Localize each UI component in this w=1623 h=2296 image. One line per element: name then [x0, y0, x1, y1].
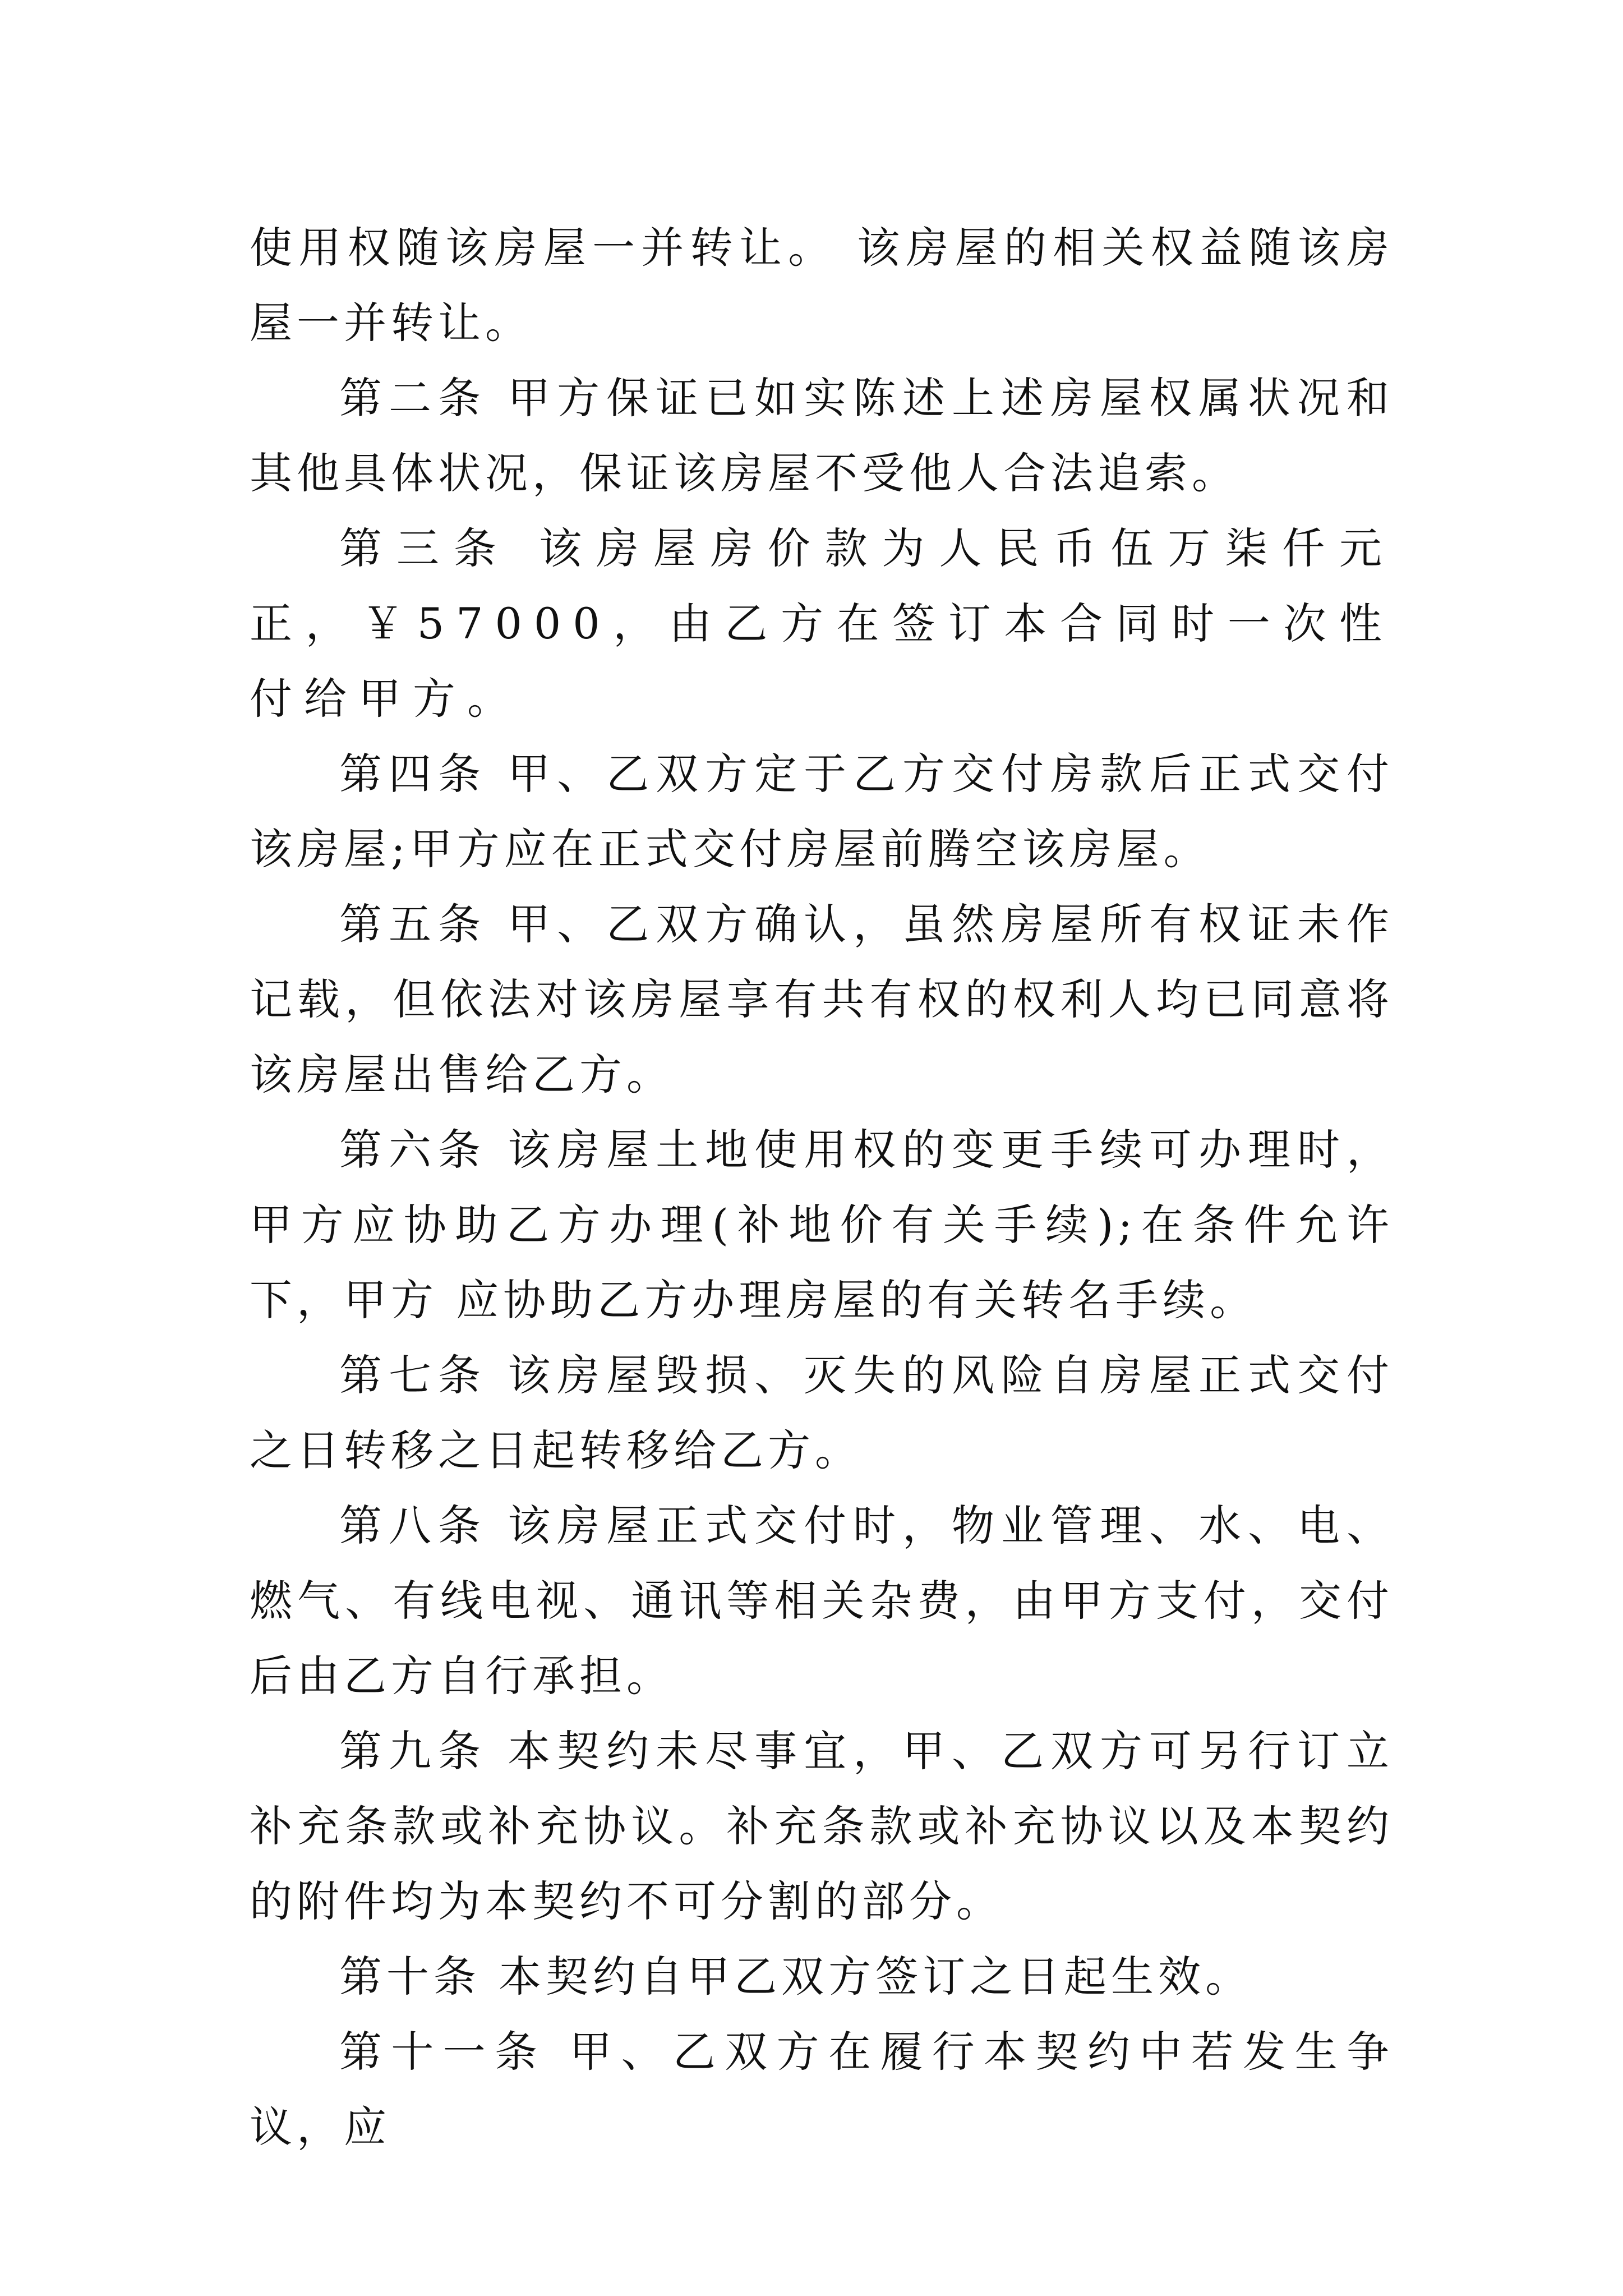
paragraph-article-7: 第七条 该房屋毁损、灭失的风险自房屋正式交付之日转移之日起转移给乙方。: [250, 1350, 1394, 1475]
paragraph-article-2: 第二条 甲方保证已如实陈述上述房屋权属状况和其他具体状况，保证该房屋不受他人合法追索。: [250, 373, 1394, 498]
paragraph-article-5: 第五条 甲、乙双方确认，虽然房屋所有权证未作记载，但依法对该房屋享有共有权的权利人均已同意将该房屋出售给乙方。: [250, 899, 1394, 1099]
contract-body: [250, 210, 1394, 2165]
paragraph-article-11: 第十一条 甲、乙双方在履行本契约中若发生争议，应: [250, 2027, 1394, 2152]
paragraph-article-9: 第九条 本契约未尽事宜，甲、乙双方可另行订立补充条款或补充协议。补充条款或补充协议以及本契约的附件均为本契约不可分割的部分。: [250, 1726, 1394, 1926]
paragraph-article-4: 第四条 甲、乙双方定于乙方交付房款后正式交付该房屋;甲方应在正式交付房屋前腾空该房屋。: [250, 749, 1394, 874]
paragraph-transfer-rights: 使用权随该房屋一并转让。 该房屋的相关权益随该房屋一并转让。: [250, 223, 1394, 348]
paragraph-article-10: 第十条 本契约自甲乙双方签订之日起生效。: [339, 1952, 1253, 2001]
paragraph-article-3: 第三条 该房屋房价款为人民币伍万柒仟元正，￥57000，由乙方在签订本合同时一次性付给甲方。: [250, 523, 1394, 724]
paragraph-article-8: 第八条 该房屋正式交付时，物业管理、水、电、燃气、有线电视、通讯等相关杂费，由甲方支付，交付后由乙方自行承担。: [250, 1501, 1394, 1701]
paragraph-article-6: 第六条 该房屋土地使用权的变更手续可办理时，甲方应协助乙方办理(补地价有关手续);在条件允许下，甲方 应协助乙方办理房屋的有关转名手续。: [250, 1125, 1394, 1325]
